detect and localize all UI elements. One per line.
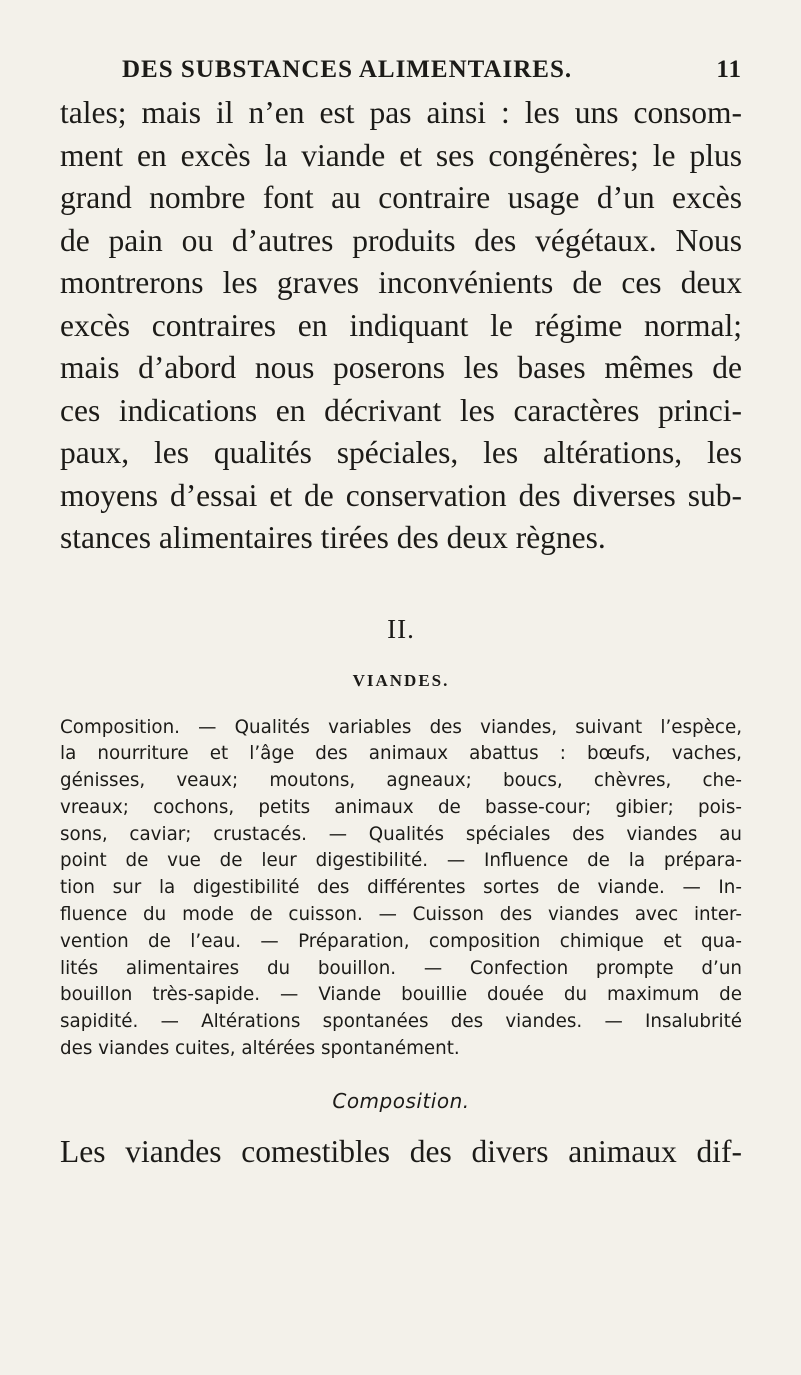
summary-line: tion sur la digestibilité des différentes sortes de viande. — In- (60, 877, 742, 899)
running-title: DES SUBSTANCES ALIMENTAIRES. (122, 56, 573, 83)
summary-line: bouillon très-sapide. — Viande bouillie douée du maximum de (60, 984, 742, 1006)
text-line: mais d’abord nous poserons les bases mêmes de (60, 350, 742, 385)
summary-line: sapidité. — Altérations spontanées des viandes. — Insalubrité (60, 1011, 742, 1033)
summary-line: lités alimentaires du bouillon. — Confection prompte d’un (60, 957, 742, 979)
continuing-paragraph (60, 1131, 742, 1174)
text-line: stances alimentaires tirées des deux règnes. (60, 520, 606, 555)
subsection-heading: Composition. (332, 1088, 470, 1113)
page-number: 11 (716, 56, 742, 83)
text-line: tales; mais il n’en est pas ainsi : les uns consom- (60, 95, 742, 130)
section-title: VIANDES. (352, 670, 450, 690)
summary-line: vreaux; cochons, petits animaux de basse-cour; gibier; pois- (60, 796, 742, 818)
body-paragraph (60, 92, 742, 560)
summary-line: sons, caviar; crustacés. — Qualités spéciales des viandes au (60, 823, 742, 845)
summary-line: la nourriture et l’âge des animaux abattus : bœufs, vaches, (60, 743, 742, 765)
summary-line: génisses, veaux; moutons, agneaux; boucs, chèvres, che- (60, 770, 742, 792)
text-line: ment en excès la viande et ses congénères; le plus (60, 137, 742, 173)
summary-line: vention de l’eau. — Préparation, composition chimique et qua- (60, 930, 742, 952)
summary-line: fluence du mode de cuisson. — Cuisson des viandes avec inter- (60, 904, 742, 926)
text-line: de pain ou d’autres produits des végétaux. Nous (60, 222, 742, 258)
text-line: moyens d’essai et de conservation des diverses sub- (60, 477, 742, 513)
text-line: excès contraires en indiquant le régime normal; (60, 307, 742, 343)
summary-line: des viandes cuites, altérées spontanément. (60, 1038, 460, 1060)
text-line: paux, les qualités spéciales, les altérations, les (60, 435, 742, 470)
text-line: grand nombre font au contraire usage d’un excès (60, 180, 742, 215)
summary-line: point de vue de leur digestibilité. — Influence de la prépara- (60, 850, 742, 872)
chapter-summary (60, 715, 742, 1063)
running-header (60, 50, 742, 90)
text-line: montrerons les graves inconvénients de ces deux (60, 265, 742, 300)
summary-line: Composition. — Qualités variables des viandes, suivant l’espèce, (60, 716, 742, 738)
section-number: II. (387, 613, 415, 644)
text-line: Les viandes comestibles des divers animaux dif- (60, 1133, 742, 1169)
text-line: ces indications en décrivant les caractères princi- (60, 392, 742, 428)
book-page (60, 50, 742, 1173)
